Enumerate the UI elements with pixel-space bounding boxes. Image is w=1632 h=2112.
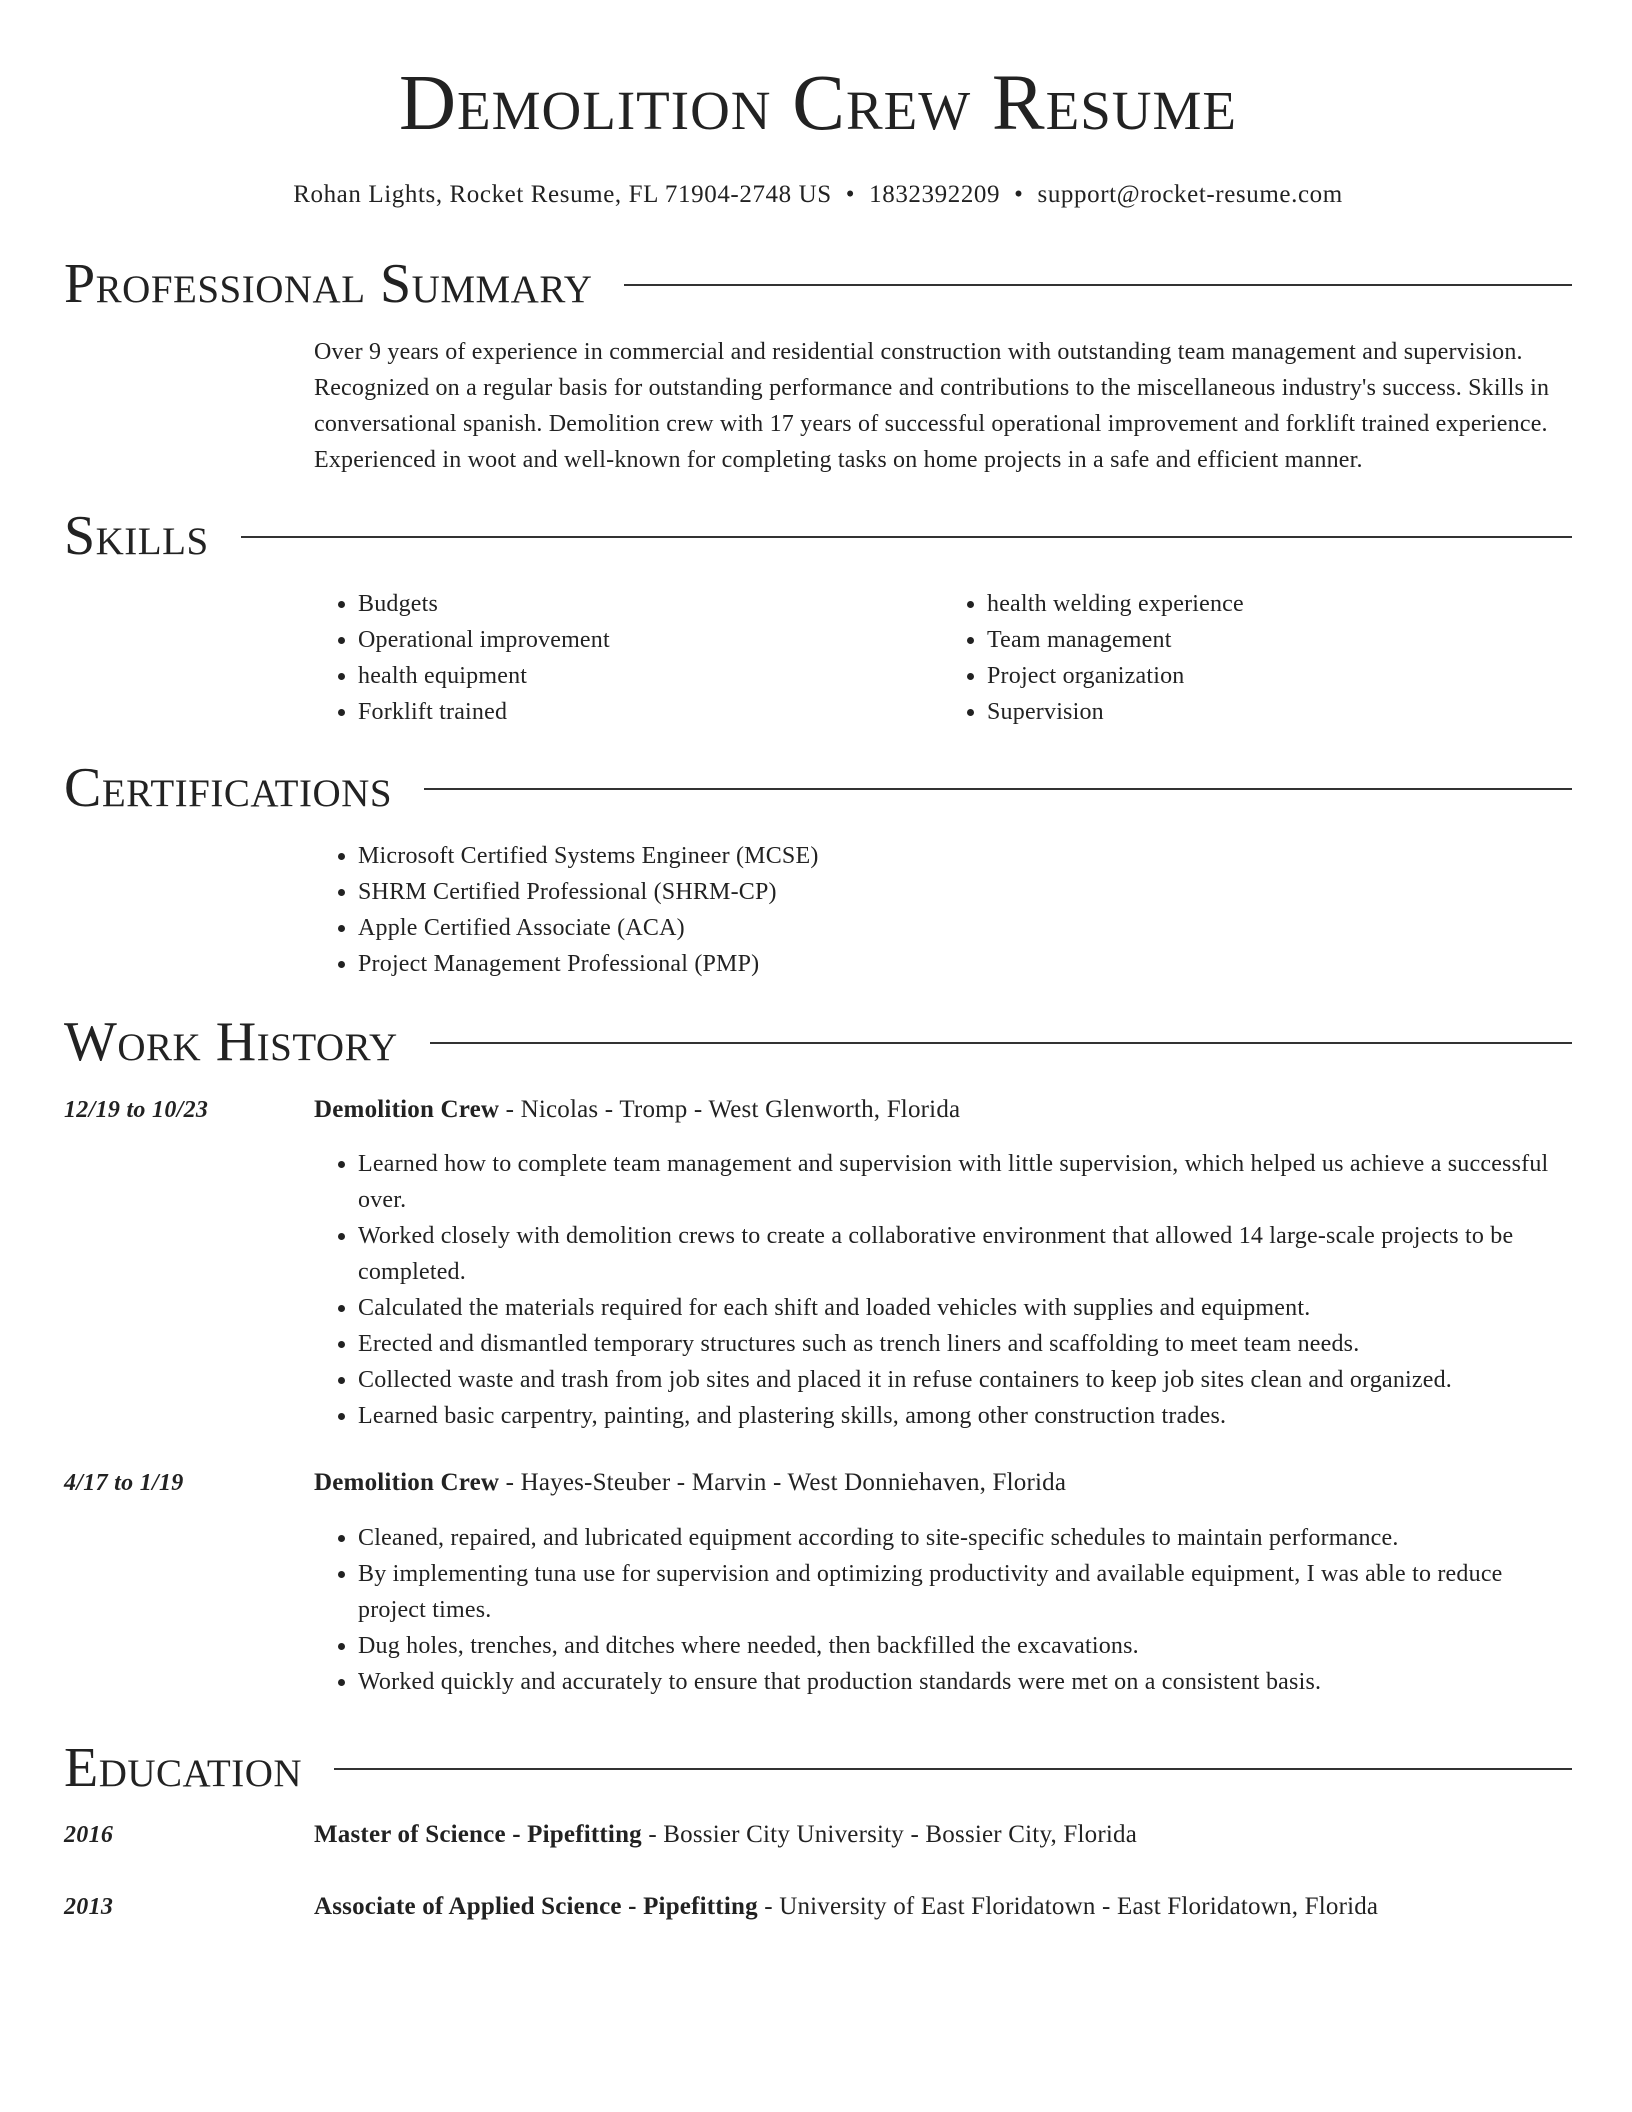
certification-item: • SHRM Certified Professional (SHRM-CP): [358, 874, 1572, 910]
section-header-skills: [64, 504, 1572, 568]
contact-line: [64, 177, 1572, 213]
job-employer-location: - Nicolas - Tromp - West Glenworth, Florida: [499, 1096, 961, 1123]
section-title-education: Education: [64, 1737, 303, 1799]
education-entry: [314, 1817, 1137, 1853]
education-degree: Associate of Applied Science - Pipefitting: [314, 1893, 758, 1920]
skill-item: • Forklift trained: [358, 694, 943, 730]
section-header-education: [64, 1736, 1572, 1800]
job-heading: [314, 1092, 960, 1128]
section-divider: [334, 1768, 1572, 1770]
skill-item: • Supervision: [987, 694, 1572, 730]
job-bullet: • Worked quickly and accurately to ensure that production standards were met on a consistent basis.: [358, 1664, 1572, 1700]
resume-page: [64, 0, 1572, 1920]
skills-column-right: [943, 586, 1572, 730]
skill-item: • Budgets: [358, 586, 943, 622]
contact-separator: •: [1014, 181, 1024, 208]
skill-item: • Team management: [987, 622, 1572, 658]
job-bullet: • Calculated the materials required for each shift and loaded vehicles with supplies and equipment.: [358, 1290, 1572, 1326]
certification-item: • Project Management Professional (PMP): [358, 946, 1572, 982]
certifications-list: [314, 838, 1572, 982]
section-title-work-history: Work History: [64, 1011, 398, 1073]
section-title-summary: Professional Summary: [64, 253, 593, 315]
job-title: Demolition Crew: [314, 1096, 500, 1123]
job-bullet: • By implementing tuna use for supervision and optimizing productivity and available equipment, I was able to reduce project times.: [358, 1556, 1572, 1628]
job-bullets: [314, 1520, 1572, 1700]
section-header-summary: [64, 252, 1572, 316]
job-dates: 12/19 to 10/23: [64, 1097, 209, 1123]
job-bullet: • Erected and dismantled temporary structures such as trench liners and scaffolding to meet team needs.: [358, 1326, 1572, 1362]
contact-email[interactable]: support@rocket-resume.com: [1037, 181, 1343, 208]
job-dates: 4/17 to 1/19: [64, 1470, 184, 1496]
summary-text: Over 9 years of experience in commercial and residential construction with outstanding team management and supervision. Recognized on a regular basis for outstanding performance and contributions to the miscellaneous industry's success. Skills in conversational spanish. Demolition crew with 17 years of successful operational improvement and forklift trained experience. Experienced in woot and well-known for completing tasks on home projects in a safe and efficient manner.: [314, 339, 1550, 473]
skill-item: • Project organization: [987, 658, 1572, 694]
section-title-certifications: Certifications: [64, 757, 393, 819]
section-divider: [424, 788, 1572, 790]
education-school: - University of East Floridatown - East Floridatown, Florida: [757, 1893, 1379, 1920]
contact-phone: 1832392209: [869, 181, 1001, 208]
job-bullet: • Cleaned, repaired, and lubricated equipment according to site-specific schedules to maintain performance.: [358, 1520, 1572, 1556]
education-year: 2016: [64, 1822, 114, 1848]
contact-separator: •: [845, 181, 856, 208]
section-divider: [430, 1042, 1572, 1044]
job-bullet: • Learned basic carpentry, painting, and plastering skills, among other construction trades.: [358, 1398, 1572, 1434]
contact-address: Rohan Lights, Rocket Resume, FL 71904-2748 US: [293, 181, 832, 208]
skill-item: • Operational improvement: [358, 622, 943, 658]
section-title-skills: Skills: [64, 505, 209, 567]
education-year: 2013: [64, 1894, 114, 1920]
section-header-work-history: [64, 1010, 1572, 1074]
job-heading: [314, 1465, 1066, 1501]
job-bullet: • Dug holes, trenches, and ditches where needed, then backfilled the excavations.: [358, 1628, 1572, 1664]
skills-column-left: [314, 586, 943, 730]
resume-title: Demolition Crew Resume: [398, 60, 1237, 147]
job-bullet: • Worked closely with demolition crews to create a collaborative environment that allowed 14 large-scale projects to be completed.: [358, 1218, 1572, 1290]
job-bullet: • Learned how to complete team management and supervision with little supervision, which helped us achieve a successful over.: [358, 1146, 1572, 1218]
job-bullets: [314, 1146, 1572, 1434]
job-title: Demolition Crew: [314, 1469, 500, 1496]
certification-item: • Microsoft Certified Systems Engineer (MCSE): [358, 838, 1572, 874]
section-divider: [624, 284, 1572, 286]
skill-item: • health equipment: [358, 658, 943, 694]
skills-list: [314, 586, 1572, 730]
section-header-certifications: [64, 756, 1572, 820]
education-school: - Bossier City University - Bossier City, Florida: [641, 1821, 1138, 1848]
job-bullet: • Collected waste and trash from job sites and placed it in refuse containers to keep job sites clean and organized.: [358, 1362, 1572, 1398]
education-entry: [314, 1889, 1378, 1925]
skill-item: • health welding experience: [987, 586, 1572, 622]
section-divider: [241, 536, 1572, 538]
certification-item: • Apple Certified Associate (ACA): [358, 910, 1572, 946]
job-employer-location: - Hayes-Steuber - Marvin - West Donniehaven, Florida: [499, 1469, 1067, 1496]
education-degree: Master of Science - Pipefitting: [314, 1821, 642, 1848]
